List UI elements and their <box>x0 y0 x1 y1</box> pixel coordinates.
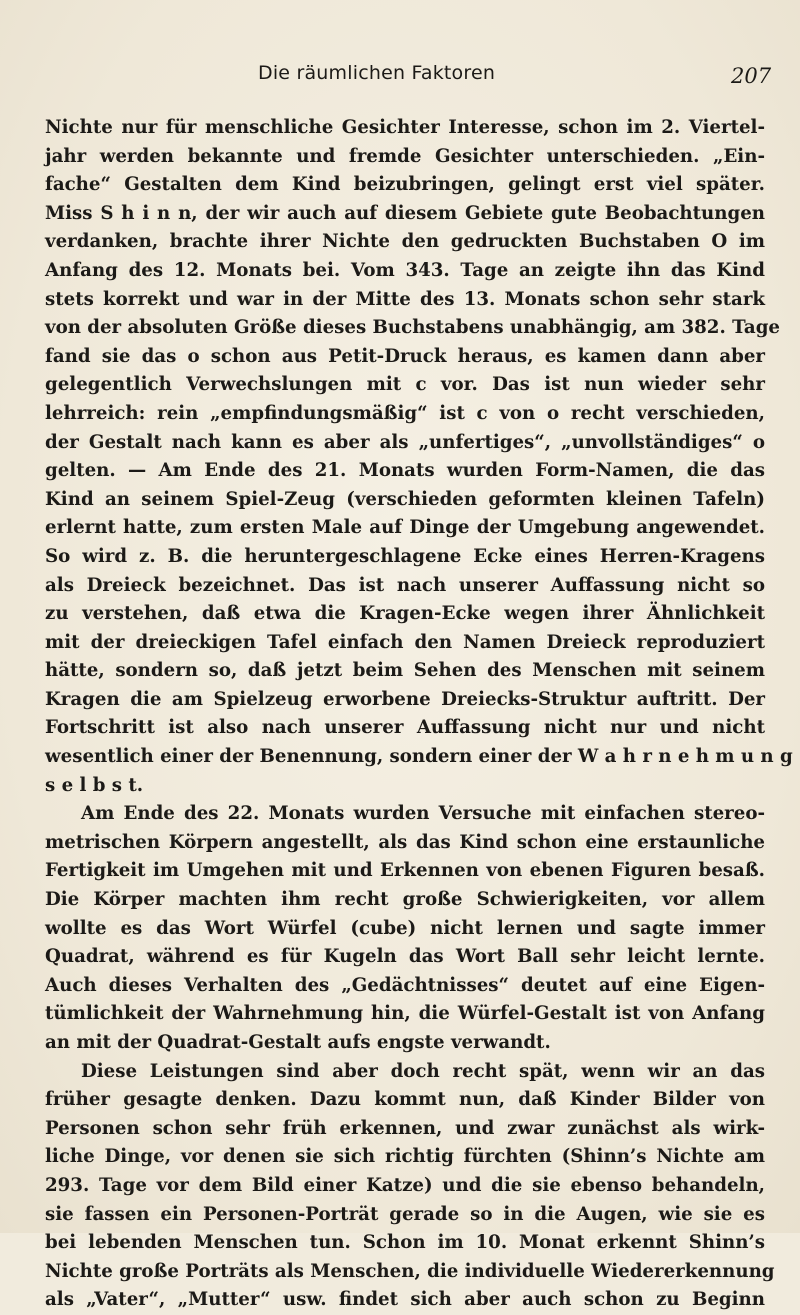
text-line: Anfang des 12. Monats bei. Vom 343. Tage an zeigte ihn das Kind <box>45 259 765 281</box>
text-line: Nichte nur für menschliche Gesichter Interesse, schon im 2. Viertel- <box>45 117 765 138</box>
text-line: stets korrekt und war in der Mitte des 13. Monats schon sehr stark <box>45 288 765 310</box>
text-line: Kragen die am Spielzeug erworbene Dreiecks-Struktur auftritt. Der <box>45 688 765 710</box>
text-line: tümlichkeit der Wahrnehmung hin, die Würfel-Gestalt ist von Anfang <box>45 1003 765 1025</box>
text-line: wollte es das Wort Würfel (cube) nicht lernen und sagte immer <box>45 917 765 939</box>
running-head <box>0 58 800 98</box>
page-number: 207 <box>731 64 772 88</box>
text-line: Miss S h i n n, der wir auch auf diesem Gebiete gute Beobachtungen <box>45 202 765 224</box>
text-line: fache“ Gestalten dem Kind beizubringen, gelingt erst viel später. <box>45 174 765 196</box>
text-line: Fortschritt ist also nach unserer Auffassung nicht nur und nicht <box>45 717 765 739</box>
text-line: Personen schon sehr früh erkennen, und zwar zunächst als wirk- <box>45 1117 765 1139</box>
text-line: liche Dinge, vor denen sie sich richtig fürchten (Shinn’s Nichte am <box>45 1146 765 1168</box>
running-title: Die räumlichen Faktoren <box>258 62 496 84</box>
text-line: sie fassen ein Personen-Porträt gerade so in die Augen, wie sie es <box>45 1203 765 1225</box>
text-line: zu verstehen, daß etwa die Kragen-Ecke wegen ihrer Ähnlichkeit <box>45 603 765 625</box>
paragraph-start-line: Am Ende des 22. Monats wurden Versuche mit einfachen stereo- <box>81 803 765 825</box>
text-line: erlernt hatte, zum ersten Male auf Dinge der Umgebung angewendet. <box>45 517 765 539</box>
text-line: der Gestalt nach kann es aber als „unfertiges“, „unvollständiges“ o <box>45 431 765 453</box>
text-line: verdanken, brachte ihrer Nichte den gedruckten Buchstaben O im <box>45 231 765 253</box>
text-line: metrischen Körpern angestellt, als das Kind schon eine erstaunliche <box>45 831 765 853</box>
paragraph-start-line: Diese Leistungen sind aber doch recht spät, wenn wir an das <box>81 1060 765 1082</box>
text-line: gelegentlich Verwechslungen mit c vor. Das ist nun wieder sehr <box>45 374 765 396</box>
paragraph-end-line: an mit der Quadrat-Gestalt aufs engste verwandt. <box>45 1032 551 1053</box>
text-line: Fertigkeit im Umgehen mit und Erkennen von ebenen Figuren besaß. <box>45 860 765 882</box>
text-line: mit der dreieckigen Tafel einfach den Namen Dreieck reproduziert <box>45 631 765 653</box>
text-line: früher gesagte denken. Dazu kommt nun, daß Kinder Bilder von <box>45 1089 765 1111</box>
text-line: bei lebenden Menschen tun. Schon im 10. Monat erkennt Shinn’s <box>45 1232 765 1254</box>
text-line: Kind an seinem Spiel-Zeug (verschieden geformten kleinen Tafeln) <box>45 488 765 510</box>
text-line: Nichte große Porträts als Menschen, die individuelle Wiedererkennung <box>45 1260 775 1282</box>
text-line: fand sie das o schon aus Petit-Druck heraus, es kamen dann aber <box>45 345 765 367</box>
text-line: So wird z. B. die heruntergeschlagene Ecke eines Herren-Kragens <box>45 545 765 567</box>
text-line: von der absoluten Größe dieses Buchstabens unabhängig, am 382. Tage <box>45 317 780 339</box>
text-line: lehrreich: rein „empfindungsmäßig“ ist c von o recht verschieden, <box>45 402 765 424</box>
text-line: wesentlich einer der Benennung, sondern einer der W a h r n e h m u n g <box>45 746 793 768</box>
text-line: hätte, sondern so, daß jetzt beim Sehen des Menschen mit seinem <box>45 660 765 682</box>
text-line: Quadrat, während es für Kugeln das Wort Ball sehr leicht lernte. <box>45 946 765 968</box>
text-line: Die Körper machten ihm recht große Schwierigkeiten, vor allem <box>45 889 765 911</box>
text-line: als Dreieck bezeichnet. Das ist nach unserer Auffassung nicht so <box>45 574 765 596</box>
text-line: gelten. — Am Ende des 21. Monats wurden Form-Namen, die das <box>45 460 765 482</box>
paragraph-end-line: s e l b s t. <box>45 774 144 796</box>
text-line: 293. Tage vor dem Bild einer Katze) und die sie ebenso behandeln, <box>45 1174 765 1196</box>
text-line: jahr werden bekannte und fremde Gesichter unterschieden. „Ein- <box>45 145 765 167</box>
body-text <box>45 114 793 1315</box>
text-line: als „Vater“, „Mutter“ usw. findet sich aber auch schon zu Beginn <box>45 1289 765 1311</box>
text-line: Auch dieses Verhalten des „Gedächtnisses“ deutet auf eine Eigen- <box>45 974 765 996</box>
